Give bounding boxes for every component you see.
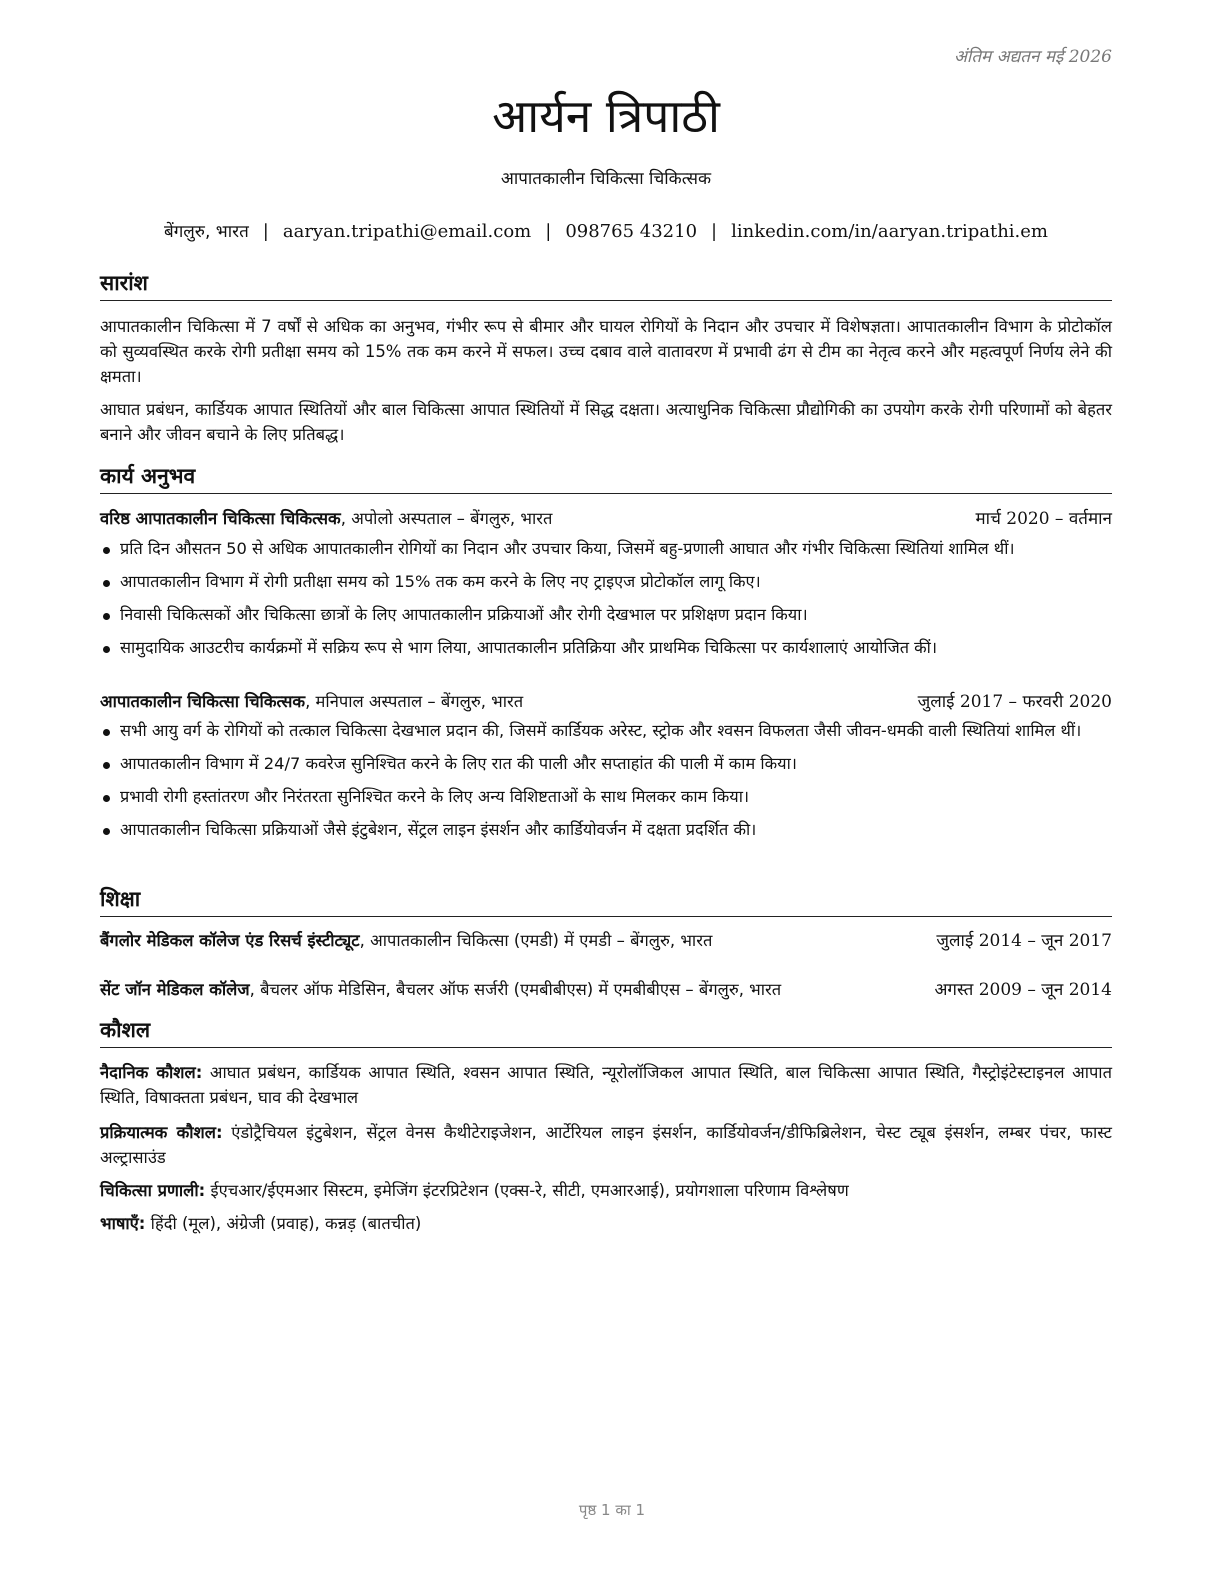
job-header: [100, 506, 1112, 532]
skill-row: [100, 1060, 1112, 1110]
bullet-item: प्रभावी रोगी हस्तांतरण और निरंतरता सुनिश्चित करने के लिए अन्य विशिष्टताओं के साथ मिलकर काम किया।: [100, 785, 1112, 809]
skill-label: नैदानिक कौशल:: [100, 1063, 203, 1082]
skill-label: भाषाएँ:: [100, 1214, 146, 1233]
job-title-line: [100, 689, 523, 715]
summary-heading: सारांश: [100, 268, 1112, 301]
job-role: आपातकालीन चिकित्सा चिकित्सक: [100, 692, 306, 711]
education-line: [100, 977, 781, 1003]
contact-line: [100, 218, 1112, 246]
education-date: जुलाई 2014 – जून 2017: [936, 931, 1112, 951]
job-org: , मनिपाल अस्पताल – बेंगलुरु, भारत: [305, 692, 524, 711]
skill-label: प्रक्रियात्मक कौशल:: [100, 1123, 223, 1142]
bullet-item: आपातकालीन चिकित्सा प्रक्रियाओं जैसे इंटुबेशन, सेंट्रल लाइन इंसर्शन और कार्डियोवर्जन में दक्षता प्रदर्शित की।: [100, 818, 1112, 842]
education-detail: , आपातकालीन चिकित्सा (एमडी) में एमडी – बेंगलुरु, भारत: [359, 931, 713, 950]
bullet-item: निवासी चिकित्सकों और चिकित्सा छात्रों के लिए आपातकालीन प्रक्रियाओं और रोगी देखभाल पर प्रशिक्षण प्रदान किया।: [100, 603, 1112, 627]
skill-value: एंडोट्रैचियल इंटुबेशन, सेंट्रल वेनस कैथीटेराइजेशन, आर्टेरियल लाइन इंसर्शन, कार्डियोवर्जन/डीफिब्रिलेशन, चेस्ट ट्यूब इंसर्शन, लम्बर पंचर, फास्ट अल्ट्रासाउंड: [100, 1123, 1112, 1167]
education-item: [100, 977, 1112, 1003]
skill-value: आघात प्रबंधन, कार्डियक आपात स्थिति, श्वसन आपात स्थिति, न्यूरोलॉजिकल आपात स्थिति, बाल चिकित्सा आपात स्थिति, गैस्ट्रोइंटेस्टाइनल आपात स्थिति, विषाक्तता प्रबंधन, घाव की देखभाल: [100, 1063, 1112, 1107]
bullet-item: प्रति दिन औसतन 50 से अधिक आपातकालीन रोगियों का निदान और उपचार किया, जिसमें बहु-प्रणाली आघात और गंभीर चिकित्सा स्थितियां शामिल थीं।: [100, 537, 1112, 561]
experience-heading: कार्य अनुभव: [100, 461, 1112, 494]
education-line: [100, 928, 712, 954]
education-detail: , बैचलर ऑफ मेडिसिन, बैचलर ऑफ सर्जरी (एमबीबीएस) में एमबीबीएस – बेंगलुरु, भारत: [249, 980, 782, 999]
contact-separator: |: [545, 221, 552, 242]
skill-row: [100, 1178, 1112, 1203]
bullet-item: सामुदायिक आउटरीच कार्यक्रमों में सक्रिय रूप से भाग लिया, आपातकालीन प्रतिक्रिया और प्राथमिक चिकित्सा पर कार्यशालाएं आयोजित कीं।: [100, 636, 1112, 660]
job-org: , अपोलो अस्पताल – बेंगलुरु, भारत: [340, 509, 553, 528]
page-number: पृष्ठ 1 का 1: [578, 1501, 646, 1519]
job-date: मार्च 2020 – वर्तमान: [975, 509, 1112, 529]
contact-email[interactable]: aaryan.tripathi@email.com: [282, 221, 532, 242]
summary-paragraph: आघात प्रबंधन, कार्डियक आपात स्थितियों और बाल चिकित्सा आपात स्थितियों में सिद्ध दक्षता। अत्याधुनिक चिकित्सा प्रौद्योगिकी का उपयोग करके रोगी परिणामों को बेहतर बनाने और जीवन बचाने के लिए प्रतिबद्ध।: [100, 400, 1112, 444]
bullet-item: आपातकालीन विभाग में रोगी प्रतीक्षा समय को 15% तक कम करने के लिए नए ट्राइएज प्रोटोकॉल लागू किए।: [100, 570, 1112, 594]
job-title-line: [100, 506, 552, 532]
bullet-item: आपातकालीन विभाग में 24/7 कवरेज सुनिश्चित करने के लिए रात की पाली और सप्ताहांत की पाली में काम किया।: [100, 752, 1112, 776]
job-date: जुलाई 2017 – फरवरी 2020: [917, 692, 1112, 712]
contact-phone[interactable]: 098765 43210: [565, 221, 698, 242]
skill-row: [100, 1211, 1112, 1236]
contact-location: बेंगलुरु, भारत: [164, 222, 249, 242]
skill-label: चिकित्सा प्रणाली:: [100, 1181, 206, 1200]
skills-heading: कौशल: [100, 1015, 1112, 1048]
skill-value: ईएचआर/ईएमआर सिस्टम, इमेजिंग इंटरप्रिटेशन (एक्स-रे, सीटी, एमआरआई), प्रयोगशाला परिणाम विश्लेषण: [205, 1181, 849, 1200]
job-role: वरिष्ठ आपातकालीन चिकित्सा चिकित्सक: [100, 509, 341, 528]
contact-linkedin[interactable]: linkedin.com/in/aaryan.tripathi.em: [731, 221, 1048, 242]
job-bullets: [100, 537, 1112, 669]
job-header: [100, 689, 1112, 715]
candidate-name: आर्यन त्रिपाठी: [492, 89, 720, 143]
education-date: अगस्त 2009 – जून 2014: [934, 980, 1112, 1000]
skill-value: हिंदी (मूल), अंग्रेजी (प्रवाह), कन्नड़ (बातचीत): [145, 1214, 422, 1233]
contact-separator: |: [262, 221, 269, 242]
skill-row: [100, 1120, 1112, 1170]
bullet-item: सभी आयु वर्ग के रोगियों को तत्काल चिकित्सा देखभाल प्रदान की, जिसमें कार्डियक अरेस्ट, स्ट्रोक और श्वसन विफलता जैसी जीवन-धमकी वाली स्थितियां शामिल थीं।: [100, 719, 1112, 743]
education-heading: शिक्षा: [100, 884, 1112, 917]
job-bullets: [100, 719, 1112, 851]
summary-paragraph: आपातकालीन चिकित्सा में 7 वर्षों से अधिक का अनुभव, गंभीर रूप से बीमार और घायल रोगियों के निदान और उपचार में विशेषज्ञता। आपातकालीन विभाग के प्रोटोकॉल को सुव्यवस्थित करके रोगी प्रतीक्षा समय को 15% तक कम करने में सफल। उच्च दबाव वाले वातावरण में प्रभावी ढंग से टीम का नेतृत्व करने और महत्वपूर्ण निर्णय लेने की क्षमता।: [100, 317, 1112, 386]
education-item: [100, 928, 1112, 954]
education-school: सेंट जॉन मेडिकल कॉलेज: [100, 980, 250, 999]
education-school: बैंगलोर मेडिकल कॉलेज एंड रिसर्च इंस्टीट्यूट: [100, 931, 360, 950]
last-updated: अंतिम अद्यतन मई 2026: [953, 47, 1112, 67]
contact-separator: |: [711, 221, 718, 242]
candidate-title: आपातकालीन चिकित्सा चिकित्सक: [500, 169, 712, 189]
